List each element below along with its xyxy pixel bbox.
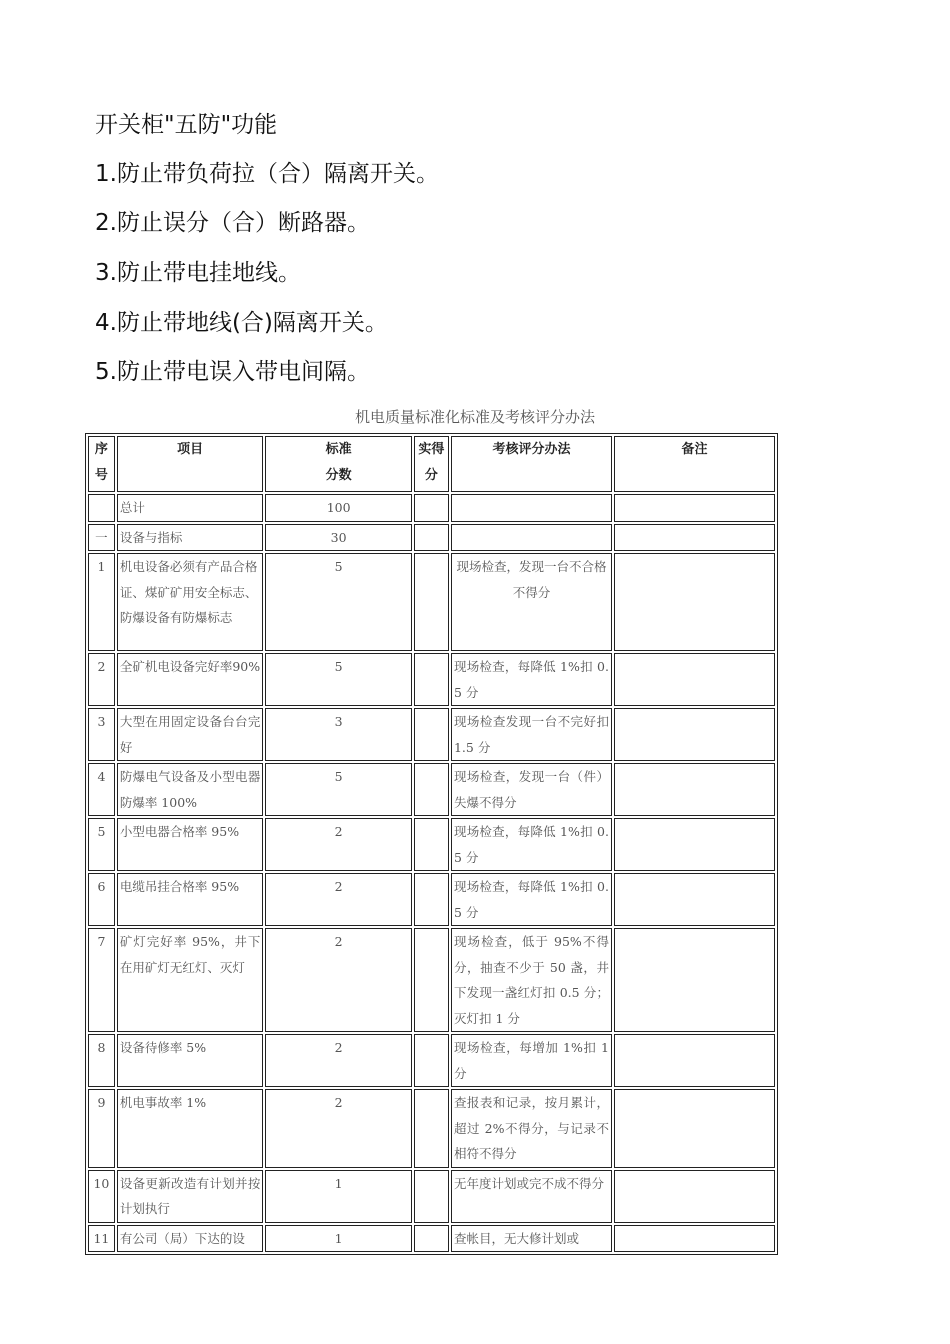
cell-actual xyxy=(414,1034,449,1087)
cell-method: 查报表和记录，按月累计，超过 2%不得分，与记录不相符不得分 xyxy=(451,1089,612,1168)
cell-method: 现场检查，每降低 1%扣 0.5 分 xyxy=(451,818,612,871)
header-no: 序号 xyxy=(88,436,115,492)
table-title: 机电质量标准化标准及考核评分办法 xyxy=(354,408,595,426)
cell-remark xyxy=(614,494,775,522)
cell-no: 7 xyxy=(88,928,115,1032)
cell-method: 查帐目，无大修计划或 xyxy=(451,1225,612,1253)
cell-remark xyxy=(614,653,775,706)
cell-standard: 30 xyxy=(265,524,412,552)
cell-standard: 2 xyxy=(265,873,412,926)
table-row xyxy=(88,818,775,871)
cell-method xyxy=(451,494,612,522)
cell-actual xyxy=(414,1089,449,1168)
cell-item: 总计 xyxy=(117,494,264,522)
table-row xyxy=(88,1170,775,1223)
cell-no: 5 xyxy=(88,818,115,871)
header-standard-score xyxy=(265,436,412,492)
header-method: 考核评分办法 xyxy=(451,436,612,492)
cell-no: 11 xyxy=(88,1225,115,1253)
cell-actual xyxy=(414,1225,449,1253)
cell-no: 9 xyxy=(88,1089,115,1168)
table-row xyxy=(88,1089,775,1168)
table-row xyxy=(88,524,775,552)
cell-standard: 1 xyxy=(265,1170,412,1223)
cell-standard: 5 xyxy=(265,653,412,706)
cell-item: 设备待修率 5% xyxy=(117,1034,264,1087)
assessment-table xyxy=(85,433,778,1255)
cell-standard: 2 xyxy=(265,818,412,871)
cell-remark xyxy=(614,1170,775,1223)
cell-method: 无年度计划或完不成不得分 xyxy=(451,1170,612,1223)
cell-remark xyxy=(614,524,775,552)
cell-method: 现场检查，低于 95%不得分，抽查不少于 50 盏，井下发现一盏红灯扣 0.5 分；灭灯扣 1 分 xyxy=(451,928,612,1032)
cell-remark xyxy=(614,818,775,871)
cell-remark xyxy=(614,708,775,761)
cell-method xyxy=(451,524,612,552)
cell-no: 10 xyxy=(88,1170,115,1223)
cell-item: 设备更新改造有计划并按计划执行 xyxy=(117,1170,264,1223)
cell-remark xyxy=(614,763,775,816)
cell-standard: 2 xyxy=(265,928,412,1032)
cell-item: 大型在用固定设备台台完好 xyxy=(117,708,264,761)
cell-no: 1 xyxy=(88,553,115,651)
header-item: 项目 xyxy=(117,436,264,492)
cell-standard: 100 xyxy=(265,494,412,522)
header-remark: 备注 xyxy=(614,436,775,492)
cell-actual xyxy=(414,873,449,926)
header-standard-line1: 标准 xyxy=(325,442,352,457)
cell-no: 一 xyxy=(88,524,115,552)
header-standard-line2: 分数 xyxy=(325,467,352,483)
cell-item: 矿灯完好率 95%，井下在用矿灯无红灯、灭灯 xyxy=(117,928,264,1032)
cell-item: 小型电器合格率 95% xyxy=(117,818,264,871)
rule-item-2: 2.防止误分（合）断路器。 xyxy=(95,210,370,236)
cell-item: 有公司（局）下达的设 xyxy=(117,1225,264,1253)
header-actual-score: 实得分 xyxy=(414,436,449,492)
cell-standard: 5 xyxy=(265,763,412,816)
cell-no: 6 xyxy=(88,873,115,926)
cell-remark xyxy=(614,873,775,926)
cell-no: 8 xyxy=(88,1034,115,1087)
table-row xyxy=(88,1225,775,1253)
rule-item-4: 4.防止带地线(合)隔离开关。 xyxy=(95,310,388,336)
cell-item: 全矿机电设备完好率90% xyxy=(117,653,264,706)
cell-remark xyxy=(614,928,775,1032)
cell-no: 3 xyxy=(88,708,115,761)
table-header-row xyxy=(88,436,775,492)
cell-standard: 1 xyxy=(265,1225,412,1253)
cell-no: 4 xyxy=(88,763,115,816)
cell-item: 机电设备必须有产品合格证、煤矿矿用安全标志、防爆设备有防爆标志 xyxy=(117,553,264,651)
table-row xyxy=(88,873,775,926)
cell-actual xyxy=(414,818,449,871)
cell-actual xyxy=(414,1170,449,1223)
cell-method: 现场检查，发现一台（件）失爆不得分 xyxy=(451,763,612,816)
table-row xyxy=(88,653,775,706)
cell-standard: 2 xyxy=(265,1089,412,1168)
cell-method: 现场检查，每降低 1%扣 0.5 分 xyxy=(451,873,612,926)
table-row xyxy=(88,553,775,651)
cell-standard: 3 xyxy=(265,708,412,761)
section-title: 开关柜"五防"功能 xyxy=(95,112,278,138)
cell-actual xyxy=(414,553,449,651)
cell-item: 设备与指标 xyxy=(117,524,264,552)
cell-actual xyxy=(414,494,449,522)
cell-actual xyxy=(414,708,449,761)
cell-remark xyxy=(614,1089,775,1168)
cell-remark xyxy=(614,1034,775,1087)
cell-method: 现场检查，发现一台不合格不得分 xyxy=(451,553,612,651)
table-row xyxy=(88,928,775,1032)
table-row xyxy=(88,708,775,761)
cell-item: 电缆吊挂合格率 95% xyxy=(117,873,264,926)
cell-actual xyxy=(414,653,449,706)
cell-method: 现场检查，每增加 1%扣 1 分 xyxy=(451,1034,612,1087)
cell-method: 现场检查发现一台不完好扣 1.5 分 xyxy=(451,708,612,761)
cell-standard: 2 xyxy=(265,1034,412,1087)
cell-no: 2 xyxy=(88,653,115,706)
cell-actual xyxy=(414,524,449,552)
cell-actual xyxy=(414,763,449,816)
table-row xyxy=(88,494,775,522)
cell-remark xyxy=(614,553,775,651)
cell-remark xyxy=(614,1225,775,1253)
cell-no xyxy=(88,494,115,522)
rule-item-1: 1.防止带负荷拉（合）隔离开关。 xyxy=(95,161,439,187)
table-row xyxy=(88,1034,775,1087)
rule-item-5: 5.防止带电误入带电间隔。 xyxy=(95,359,370,385)
cell-method: 现场检查，每降低 1%扣 0.5 分 xyxy=(451,653,612,706)
cell-item: 防爆电气设备及小型电器防爆率 100% xyxy=(117,763,264,816)
table-row xyxy=(88,763,775,816)
cell-actual xyxy=(414,928,449,1032)
cell-standard: 5 xyxy=(265,553,412,651)
rule-item-3: 3.防止带电挂地线。 xyxy=(95,260,301,286)
cell-item: 机电事故率 1% xyxy=(117,1089,264,1168)
